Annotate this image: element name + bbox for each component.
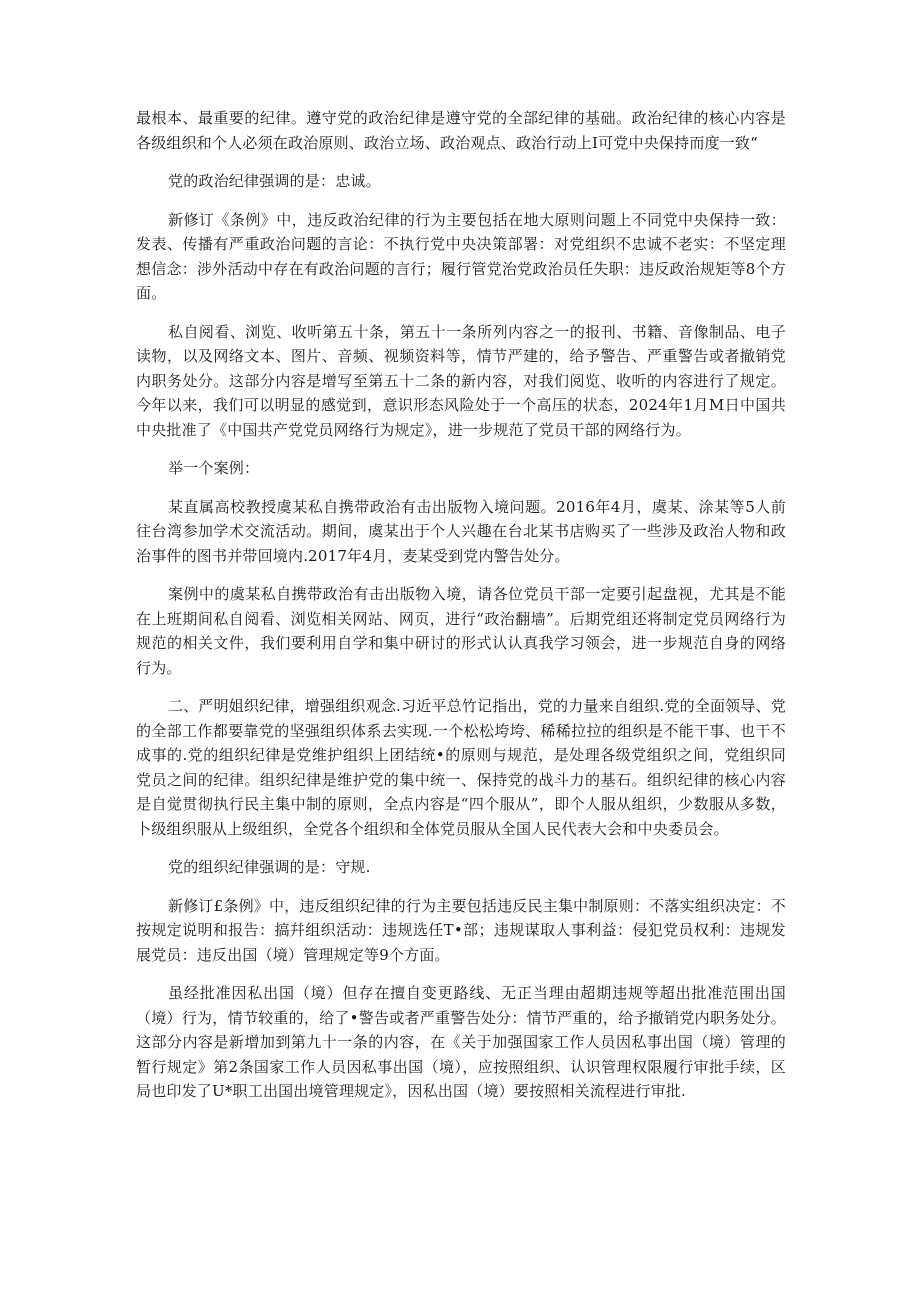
document-body [136, 106, 786, 1118]
paragraph-political-emphasis: 党的政治纪律强调的是：忠诚。 [168, 172, 381, 190]
paragraph-political-discipline-core: 最根本、最重要的纪律。遵守党的政治纪律是遵守党的全部纪律的基础。政治纪律的核心内容是各级组织和个人必须在政治原则、政治立场、政治观点、政治行动上I可党中央保持而度一致“ [136, 109, 786, 152]
paragraph-political-violations: 新修订《条例》中，违反政治纪律的行为主要包括在地大原则问题上不同党中央保持一致：发表、传播有严重政治问题的言论：不执行党中央决策部署：对党组织不忠诚不老实：不坚定理想信念：涉外活动中存在有政治问题的言行；履行管党治党政治员任失职：违反政治规矩等8个方面。 [136, 210, 786, 302]
paragraph-organizational-discipline: 二、严明姐织纪律，增强组织观念.习近平总竹记指出，党的力量来自组织.党的全面领导、党的全部工作都要靠党的坚强组织体系去实现.一个松松垮垮、稀稀拉拉的组织是不能干事、也干不成事的.党的组织纪律是党维护组织上团结统•的原则与规范，是处理各级党组织之间，党组织同党员之间的纪律。组织纪律是维护党的集中统一、保持党的战斗力的基石。组织纪律的核心内容是自觉贯彻执行民主集中制的原则，全点内容是“四个服从”，即个人服从组织，少数服从多数，卜级组织服从上级组织，全党各个组织和全体党员服从全国人民代表大会和中央委员会。 [136, 697, 786, 838]
paragraph-organizational-emphasis: 党的组织纪律强调的是：守规. [168, 858, 371, 876]
paragraph-private-reading: 私自阅看、浏览、收听第五十条，第五十一条所列内容之一的报刊、书籍、音像制品、电子读物，以及网络文本、图片、音频、视频资料等，情节严建的，给予警告、严重警告或者撤销党内职务处分。这部分内容是增写至第五十二条的新内容，对我们阅览、收听的内容进行了规定。今年以来，我们可以明显的感觉到，意识形态风险处于一个高压的状态，2024年1月M日中国共中央批准了《中国共产党党员网络行为规定》，进一步规范了党员干部的网络行为。 [136, 322, 786, 439]
paragraph-travel-abroad: 虽经批准因私出国（境）但存在擅自变更路线、无正当理由超期违规等超出批准范围出国（境）行为，情节较重的，给了•警告或者严重警告处分：情节严重的，给予撤销党内职务处分。这部分内容是新增加到第九十一条的内容，在《关于加强国家工作人员因私事出国（境）管理的暂行规定》第2条国家工作人员因私事出国（境），应按照组织、认识管理权限履行审批手续，区局也印发了U*职工出国出境管理规定》，因私出国（境）要按照相关流程进行审批. [136, 984, 786, 1100]
paragraph-case-lesson: 案例中的虞某私自携带政治有击出版物入境，请各位党员干部一定要引起盘视，尤其是不能在上班期间私自阅看、浏览相关网站、网页，进行“政治翻墙”。后期党组还将制定党员网络行为规范的相关文件，我们要利用自学和集中研讨的形式认认真我学习领会，进一步规范自身的网络行为。 [136, 585, 786, 677]
paragraph-organizational-violations: 新修订£条例》中，违反组织纪律的行为主要包括违反民主集中制原则：不落实组织决定：不按规定说明和报告：搞幷组织活动：违规选任T•部；违规谋取人事利益：侵犯党员权利：违规发展党员：违反出国（境）管理规定等9个方面。 [136, 896, 786, 964]
paragraph-case-detail: 某直属高校教授虞某私自携带政治有击出版物入境问题。2016年4月，虞某、涂某等5人前往台湾参加学术交流活动。期间，虞某出于个人兴趣在台北某书店购买了一些涉及政治人物和政治事件的图书并带回境内.2017年4月，麦某受到党内警告处分。 [136, 497, 786, 565]
paragraph-case-intro: 举一个案例： [168, 459, 260, 477]
